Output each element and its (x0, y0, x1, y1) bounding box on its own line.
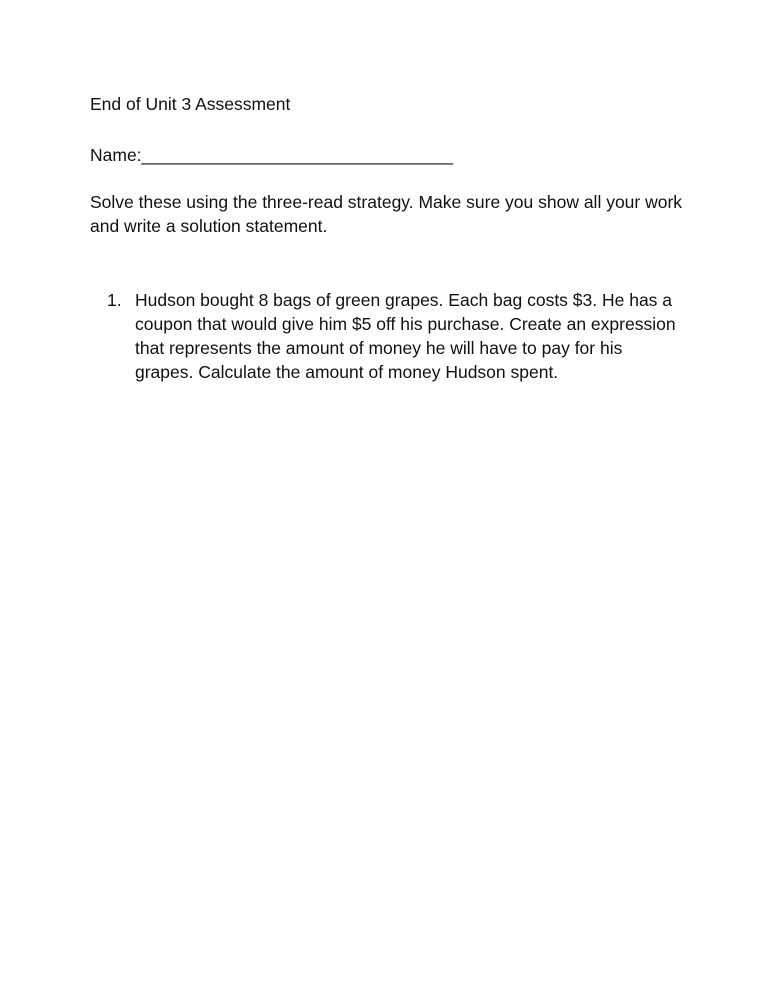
question-text: Hudson bought 8 bags of green grapes. Each bag costs $3. He has a coupon that would give him $5 off his purchase. Create an expression that represents the amount of money he will have to pay for his grapes. Calculate the amount of money Hudson spent. (135, 290, 676, 382)
question-number: 1. (107, 290, 122, 310)
question-item (107, 288, 682, 384)
instructions-text: Solve these using the three-read strategy. Make sure you show all your work and write a solution statement. (90, 192, 683, 236)
document-title: End of Unit 3 Assessment (90, 94, 291, 114)
name-field: Name:________________________________ (90, 145, 453, 165)
